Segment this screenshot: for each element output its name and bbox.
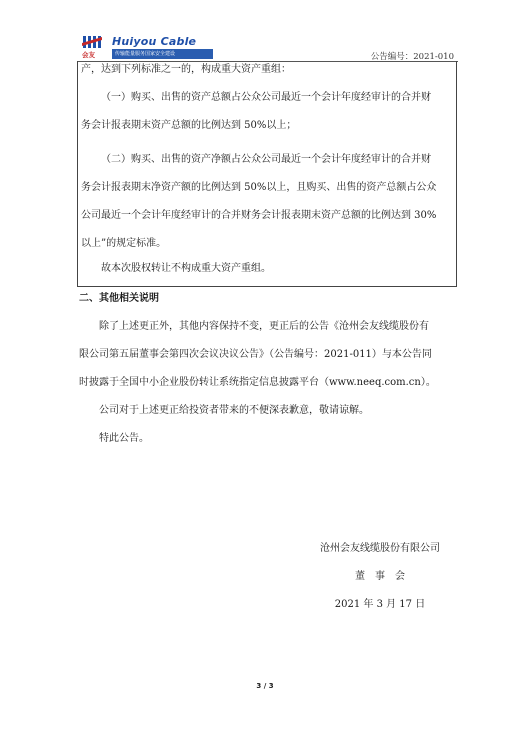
signature-board: 董 事 会 — [355, 571, 405, 582]
body-line: 除了上述更正外，其他内容保持不变，更正后的公告《沧州会友线缆股份有 — [99, 321, 429, 332]
body-line: 公司对于上述更正给投资者带来的不便深表歉意，敬请谅解。 — [99, 405, 369, 416]
body-line: 特此公告。 — [99, 433, 149, 444]
notice-number: 公告编号：2021-010 — [370, 52, 454, 62]
body-line: 限公司第五届董事会第四次会议决议公告》（公告编号：2021-011）与本公告同 — [79, 349, 432, 360]
box-paragraph: （二）购买、出售的资产净额占公众公司最近一个会计年度经审计的合并财 — [101, 154, 431, 165]
box-paragraph: 产，达到下列标准之一的，构成重大资产重组： — [81, 64, 291, 75]
box-paragraph: 务会计报表期末净资产额的比例达到 50%以上，且购买、出售的资产总额占公众 — [81, 182, 437, 193]
box-paragraph: 故本次股权转让不构成重大资产重组。 — [101, 263, 271, 274]
body-line: 时披露于全国中小企业股份转让系统指定信息披露平台（www.neeq.com.cn）。 — [79, 377, 436, 388]
logo-brand-text: Huiyou Cable — [112, 35, 197, 48]
box-paragraph: 公司最近一个会计年度经审计的合并财务会计报表期末资产总额的比例达到 30% — [81, 210, 437, 221]
section-heading: 二、其他相关说明 — [79, 293, 159, 304]
box-paragraph: 以上”的规定标准。 — [81, 238, 167, 249]
signature-company: 沧州会友线缆股份有限公司 — [320, 543, 440, 554]
cable-logo-icon — [82, 34, 110, 50]
box-paragraph: （一）购买、出售的资产总额占公众公司最近一个会计年度经审计的合并财 — [101, 92, 431, 103]
quoted-text-box — [77, 61, 457, 287]
box-paragraph: 务会计报表期末资产总额的比例达到 50%以上； — [81, 120, 297, 131]
logo-tagline: 传输能量服务国家安全建设 — [112, 49, 213, 59]
logo-chinese-text: 会友 — [82, 51, 95, 59]
page-number: 3 / 3 — [256, 682, 274, 690]
signature-date: 2021 年 3 月 17 日 — [334, 599, 426, 610]
